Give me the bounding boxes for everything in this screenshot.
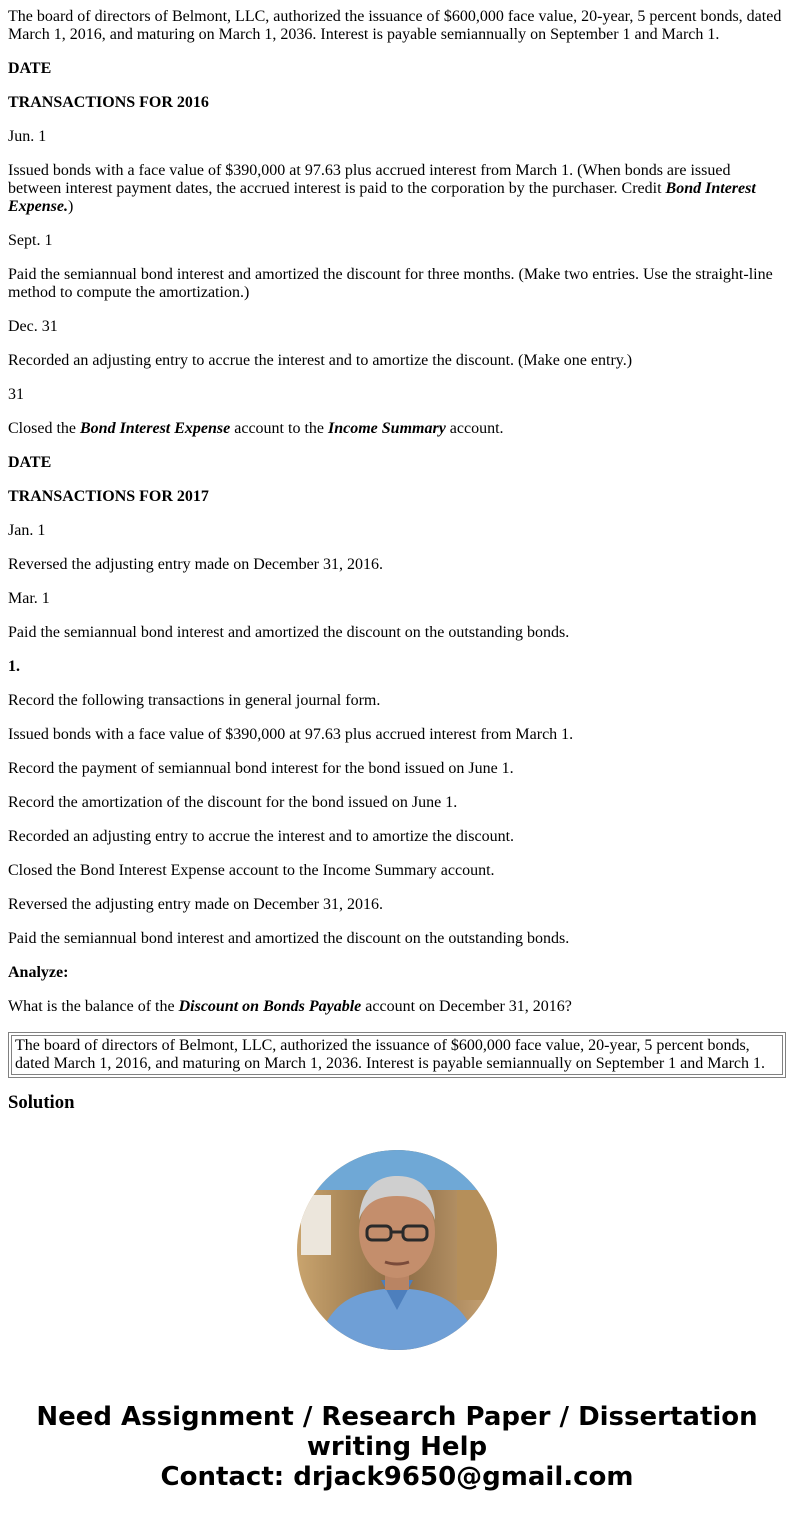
entry-text: Recorded an adjusting entry to accrue the interest and to amortize the discount. (Make one entry.) [8,352,633,369]
analyze-question: What is the balance of the Discount on Bonds Payable account on December 31, 2016? [8,998,572,1015]
part-item: Reversed the adjusting entry made on December 31, 2016. [8,896,383,913]
part-item: Issued bonds with a face value of $390,000 at 97.63 plus accrued interest from March 1. [8,726,574,743]
entry-date: 31 [8,386,24,403]
promo-contact: Contact: drjack9650@gmail.com [160,1462,634,1492]
boxed-intro-cell: The board of directors of Belmont, LLC, authorized the issuance of $600,000 face value, 20-year, 5 percent bonds, dated March 1, 2016, and maturing on March 1, 2036. Interest is payable semiannually on September 1 and March 1. [11,1035,783,1075]
transactions-title-2016: TRANSACTIONS FOR 2016 [8,94,209,111]
entry-text: Paid the semiannual bond interest and amortized the discount on the outstanding bonds. [8,624,570,641]
promo-banner [8,1402,786,1492]
avatar-container [8,1150,786,1350]
part-instruction: Record the following transactions in general journal form. [8,692,381,709]
intro-paragraph: The board of directors of Belmont, LLC, authorized the issuance of $600,000 face value, 20-year, 5 percent bonds, dated March 1, 2016, and maturing on March 1, 2036. Interest is payable semiannually on September 1 and March 1. [8,8,782,43]
solution-heading: Solution [8,1092,75,1113]
part-item: Recorded an adjusting entry to accrue the interest and to amortize the discount. [8,828,515,845]
entry-text: Closed the Bond Interest Expense account to the Income Summary account. [8,420,504,437]
entry-text: Reversed the adjusting entry made on December 31, 2016. [8,556,383,573]
part-item: Record the payment of semiannual bond interest for the bond issued on June 1. [8,760,514,777]
date-heading-2017: DATE [8,454,52,471]
entry-text: Issued bonds with a face value of $390,000 at 97.63 plus accrued interest from March 1. (When bonds are issued between interest payment dates, the accrued interest is paid to the corporation by the purchaser. Credit Bond Interest Expense.) [8,162,756,215]
entry-date: Jan. 1 [8,522,46,539]
promo-line-2: writing Help [306,1432,488,1462]
part-item: Closed the Bond Interest Expense account to the Income Summary account. [8,862,495,879]
part-item: Paid the semiannual bond interest and amortized the discount on the outstanding bonds. [8,930,570,947]
boxed-intro-table [8,1032,786,1078]
entry-text: Paid the semiannual bond interest and amortized the discount for three months. (Make two entries. Use the straight-line method to compute the amortization.) [8,266,773,301]
avatar [297,1150,497,1350]
entry-date: Mar. 1 [8,590,50,607]
avatar-portrait-icon [297,1150,497,1350]
transactions-title-2017: TRANSACTIONS FOR 2017 [8,488,209,505]
promo-line-1: Need Assignment / Research Paper / Dissertation [36,1402,758,1432]
analyze-label: Analyze: [8,964,69,981]
part-item: Record the amortization of the discount for the bond issued on June 1. [8,794,458,811]
entry-date: Dec. 31 [8,318,58,335]
entry-date: Sept. 1 [8,232,53,249]
part-number: 1. [8,658,20,675]
entry-date: Jun. 1 [8,128,47,145]
date-heading-2016: DATE [8,60,52,77]
